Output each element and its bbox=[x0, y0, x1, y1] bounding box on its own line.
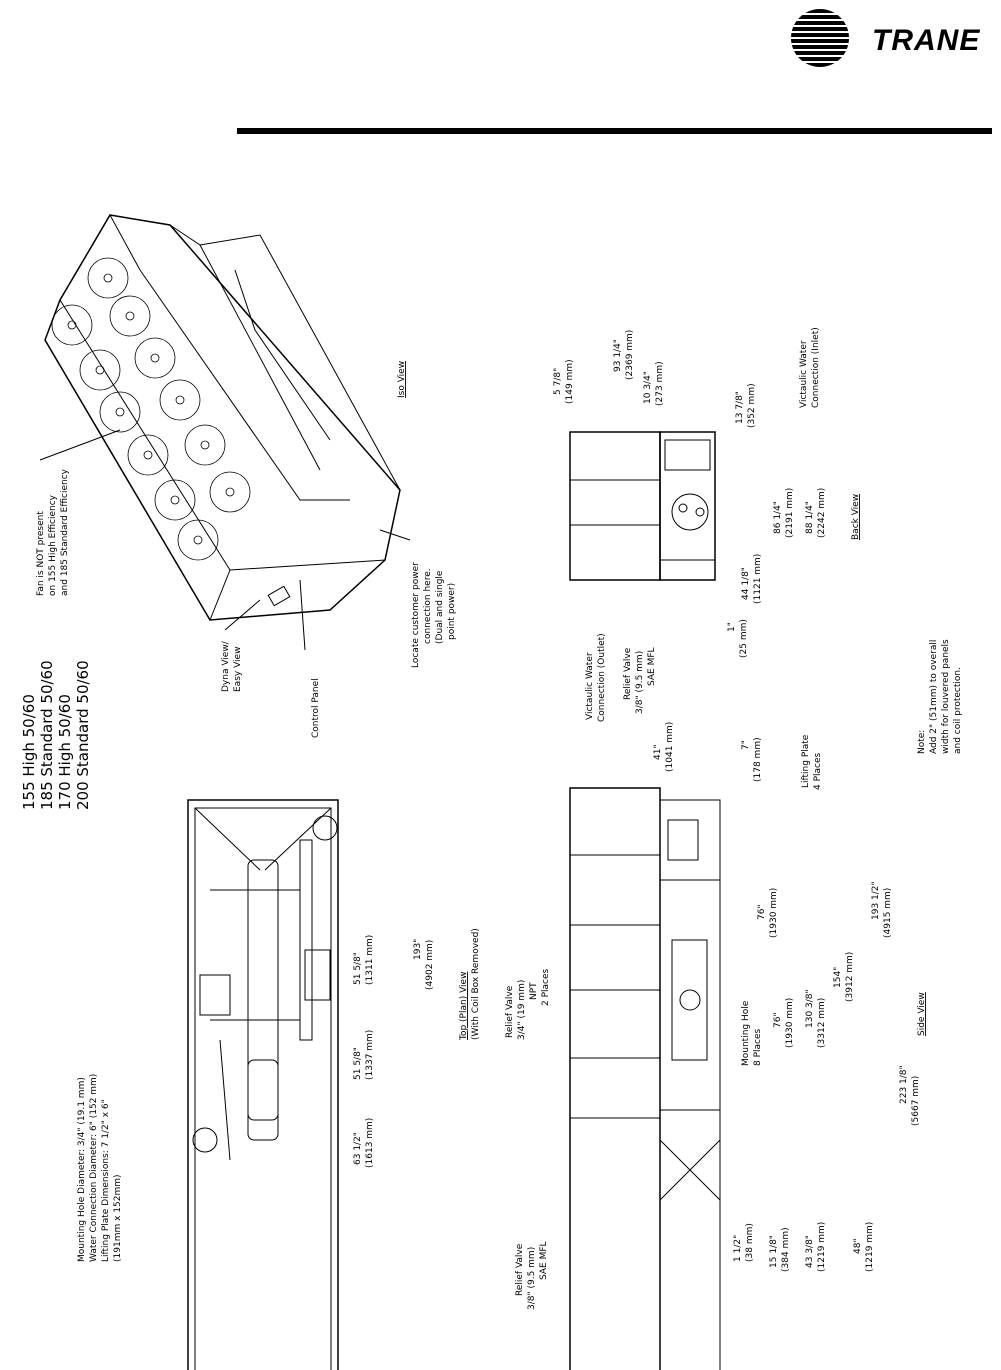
side-dim-6-mm: (3912 mm) bbox=[845, 951, 855, 1002]
back-dim-1-mm: (149 mm) bbox=[565, 359, 575, 404]
back-dim-3-in: 10 3/4" bbox=[643, 371, 653, 404]
model-2: 185 Standard 50/60 bbox=[38, 660, 56, 810]
back-dim-7-in: 44 1/8" bbox=[741, 567, 751, 600]
side-dim-10-in: 15 1/8" bbox=[769, 1235, 779, 1268]
back-dim-8-mm: (25 mm) bbox=[739, 619, 749, 658]
back-dim-3-mm: (273 mm) bbox=[655, 361, 665, 406]
back-dim-7-mm: (1121 mm) bbox=[753, 553, 763, 604]
side-dim-8-in: 223 1/8" bbox=[899, 1065, 909, 1104]
fan-icons bbox=[52, 258, 250, 560]
back-dim-6-mm: (2242 mm) bbox=[817, 487, 827, 538]
dyna-label-2: Easy View bbox=[233, 646, 243, 692]
fan-note-3: and 185 Standard Efficiency bbox=[60, 469, 70, 596]
back-view-drawing bbox=[570, 432, 715, 580]
relief-bottom-3: SAE MFL bbox=[539, 1241, 549, 1280]
top-dim-2-mm: (1337 mm) bbox=[365, 1029, 375, 1080]
top-view-subtitle: (With Coil Box Removed) bbox=[471, 928, 481, 1040]
relief-top-1: Relief Valve bbox=[505, 985, 515, 1038]
relief-top-3: NPT bbox=[529, 982, 539, 1000]
side-dim-10-mm: (384 mm) bbox=[781, 1227, 791, 1272]
inlet-label-2: Connection (Inlet) bbox=[811, 327, 821, 408]
relief-top-4: 2 Places bbox=[541, 968, 551, 1006]
side-dim-9-in: 1 1/2" bbox=[733, 1234, 743, 1262]
relief-bottom-1: Relief Valve bbox=[515, 1243, 525, 1296]
side-dim-11-mm: (1219 mm) bbox=[817, 1221, 827, 1272]
model-3: 170 High 50/60 bbox=[56, 694, 74, 810]
model-4: 200 Standard 50/60 bbox=[74, 660, 92, 810]
spec-1: Mounting Hole Diameter: 3/4" (19.1 mm) bbox=[77, 1077, 87, 1262]
relief-bottom-2: 3/8" (9.5 mm) bbox=[527, 1246, 537, 1310]
side-dim-6-in: 154" bbox=[833, 966, 843, 988]
outlet-label-2: Connection (Outlet) bbox=[597, 633, 607, 722]
back-dim-8-in: 1" bbox=[727, 622, 737, 632]
top-dim-3-in: 193" bbox=[413, 938, 423, 960]
side-dim-3-mm: (1930 mm) bbox=[769, 887, 779, 938]
side-dim-4-in: 76" bbox=[773, 1012, 783, 1028]
note-line-3: and coil protection. bbox=[953, 667, 963, 754]
side-view-drawing bbox=[570, 788, 720, 1370]
spec-2: Water Connection Diameter: 6" (152 mm) bbox=[89, 1073, 99, 1262]
side-dim-5-mm: (3312 mm) bbox=[817, 997, 827, 1048]
top-dim-2-in: 51 5/8" bbox=[353, 1047, 363, 1080]
side-view-title: Side View bbox=[917, 992, 927, 1036]
top-dim-4-mm: (1613 mm) bbox=[365, 1117, 375, 1168]
side-dim-8-mm: (5667 mm) bbox=[911, 1075, 921, 1126]
relief-top-2: 3/4" (19 mm) bbox=[517, 979, 527, 1040]
iso-view-title: Iso View bbox=[397, 360, 407, 398]
side-dim-7-mm: (4915 mm) bbox=[883, 887, 893, 938]
mounting-label-2: 8 Places bbox=[753, 1028, 763, 1066]
fan-note-2: on 155 High Efficiency bbox=[48, 494, 58, 596]
mounting-label-1: Mounting Hole bbox=[741, 1000, 751, 1066]
back-dim-4-mm: (352 mm) bbox=[747, 383, 757, 428]
back-dim-4-in: 13 7/8" bbox=[735, 391, 745, 424]
power-note-4: point power) bbox=[447, 582, 457, 640]
back-relief-3: SAE MFL bbox=[647, 647, 657, 686]
top-view-drawing bbox=[188, 800, 338, 1370]
side-dim-4-mm: (1930 mm) bbox=[785, 997, 795, 1048]
back-dim-6-in: 88 1/4" bbox=[805, 501, 815, 534]
back-dim-2-mm: (2369 mm) bbox=[625, 329, 635, 380]
spec-3: Lifting Plate Dimensions: 7 1/2" x 6" bbox=[101, 1099, 111, 1262]
note-line-1: Add 2" (51mm) to overall bbox=[929, 639, 939, 754]
top-dim-4-in: 63 1/2" bbox=[353, 1132, 363, 1165]
back-relief-1: Relief Valve bbox=[623, 647, 633, 700]
back-relief-2: 3/8" (9.5 mm) bbox=[635, 650, 645, 714]
side-dim-12-in: 48" bbox=[853, 1238, 863, 1254]
top-view-title: Top (Plan) View bbox=[459, 971, 469, 1040]
inlet-label-1: Victaulic Water bbox=[799, 340, 809, 408]
control-panel-label: Control Panel bbox=[311, 678, 321, 738]
iso-view-drawing bbox=[40, 215, 410, 650]
back-view-title: Back View bbox=[851, 493, 861, 540]
side-dim-7-in: 193 1/2" bbox=[871, 881, 881, 920]
rotated-annotations bbox=[20, 327, 963, 1310]
back-dim-5-in: 86 1/4" bbox=[773, 501, 783, 534]
top-dim-3-mm: (4902 mm) bbox=[425, 939, 435, 990]
power-note-2: connection here. bbox=[423, 568, 433, 644]
side-dim-9-mm: (38 mm) bbox=[745, 1223, 755, 1262]
power-note-1: Locate customer power bbox=[411, 562, 421, 668]
power-note-3: (Dual and single bbox=[435, 570, 445, 644]
fan-note-1: Fan is NOT present bbox=[36, 511, 46, 596]
lifting-label-1: Lifting Plate bbox=[801, 734, 811, 788]
side-dim-2-in: 7" bbox=[741, 740, 751, 750]
note-line-2: width for louvered panels bbox=[941, 639, 951, 754]
side-dim-12-mm: (1219 mm) bbox=[865, 1221, 875, 1272]
side-dim-1-in: 41" bbox=[653, 744, 663, 760]
model-1: 155 High 50/60 bbox=[20, 694, 38, 810]
back-dim-5-mm: (2191 mm) bbox=[785, 487, 795, 538]
brand-name: TRANE bbox=[872, 24, 981, 57]
dyna-label-1: Dyna View/ bbox=[221, 641, 231, 692]
outlet-label-1: Victaulic Water bbox=[585, 652, 595, 720]
side-dim-3-in: 76" bbox=[757, 904, 767, 920]
top-dim-1-mm: (1311 mm) bbox=[365, 934, 375, 985]
back-dim-1-in: 5 7/8" bbox=[553, 367, 563, 395]
lifting-label-2: 4 Places bbox=[813, 752, 823, 790]
back-dim-2-in: 93 1/4" bbox=[613, 339, 623, 372]
spec-4: (191mm x 152mm) bbox=[113, 1174, 123, 1262]
note-title: Note: bbox=[917, 729, 927, 754]
side-dim-2-mm: (178 mm) bbox=[753, 737, 763, 782]
side-dim-11-in: 43 3/8" bbox=[805, 1235, 815, 1268]
side-dim-1-mm: (1041 mm) bbox=[665, 721, 675, 772]
side-dim-5-in: 130 3/8" bbox=[805, 989, 815, 1028]
top-dim-1-in: 51 5/8" bbox=[353, 952, 363, 985]
